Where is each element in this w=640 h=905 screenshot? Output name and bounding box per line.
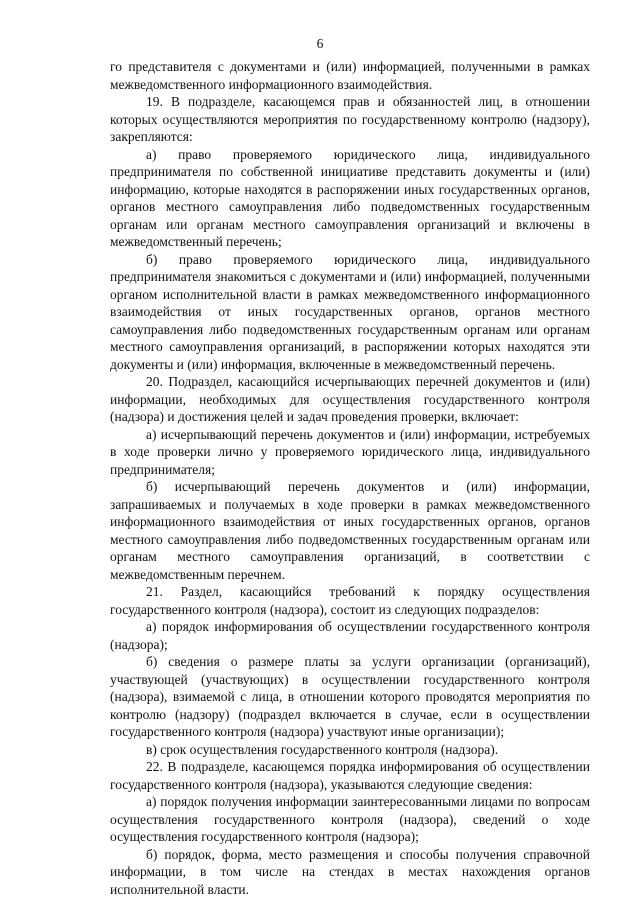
paragraph: 22. В подразделе, касающемся порядка информирования об осуществлении государственного контроля (надзора), указываются следующие сведения: (110, 759, 590, 792)
paragraph: го представителя с документами и (или) информацией, полученными в рамках межведомственного информационного взаимодействия. (110, 59, 590, 92)
paragraph: 20. Подраздел, касающийся исчерпывающих перечней документов и (или) информации, необходимых для осуществления государственного контроля (надзора) и достижения целей и задач проведения проверки, включает: (110, 374, 590, 424)
paragraph: в) срок осуществления государственного контроля (надзора). (146, 741, 499, 757)
document-body (110, 58, 590, 898)
paragraph: б) право проверяемого юридического лица, индивидуального предпринимателя знакомиться с документами и (или) информацией, полученными органом исполнительной власти в рамках межведомственного информационного взаимодействия от иных государственных органов, органов местного самоуправления либо подведомственных государственным органам или органам местного самоуправления организаций, в распоряжении которых находятся эти документы и (или) информация, включенные в межведомственный перечень. (110, 251, 590, 372)
paragraph: а) порядок информирования об осуществлении государственного контроля (надзора); (110, 619, 590, 652)
page-number: 6 (316, 36, 324, 51)
paragraph: а) право проверяемого юридического лица, индивидуального предпринимателя по собственной инициативе представить документы и (или) информацию, которые находятся в распоряжении иных государственных органов, органов местного самоуправления либо подведомственных государственным органам или органам местного самоуправления организаций и включены в межведомственный перечень; (110, 146, 590, 249)
paragraph: а) исчерпывающий перечень документов и (или) информации, истребуемых в ходе проверки лично у проверяемого юридического лица, индивидуального предпринимателя; (110, 426, 590, 477)
paragraph: б) порядок, форма, место размещения и способы получения справочной информации, в том числе на стендах в местах нахождения органов исполнительной власти. (110, 846, 590, 897)
paragraph: 21. Раздел, касающийся требований к порядку осуществления государственного контроля (надзора), состоит из следующих подразделов: (110, 584, 590, 617)
paragraph: б) исчерпывающий перечень документов и (или) информации, запрашиваемых и получаемых в ходе проверки в рамках межведомственного информационного взаимодействия от иных государственных органов, органов местного самоуправления либо подведомственных государственным органам или органам местного самоуправления организаций, в соответствии с межведомственным перечнем. (110, 479, 590, 582)
paragraph: 19. В подразделе, касающемся прав и обязанностей лиц, в отношении которых осуществляются мероприятия по государственному контролю (надзору), закрепляются: (110, 94, 590, 144)
paragraph: а) порядок получения информации заинтересованными лицами по вопросам осуществления государственного контроля (надзора), сведений о ходе осуществления государственного контроля (надзора); (110, 794, 590, 844)
paragraph: б) сведения о размере платы за услуги организации (организаций), участвующей (участвующих) в осуществлении государственного контроля (надзора), взимаемой с лица, в отношении которого проводятся мероприятия по контролю (надзору) (подраздел включается в случае, если в осуществлении государственного контроля (надзора) участвуют иные организации); (110, 654, 590, 739)
